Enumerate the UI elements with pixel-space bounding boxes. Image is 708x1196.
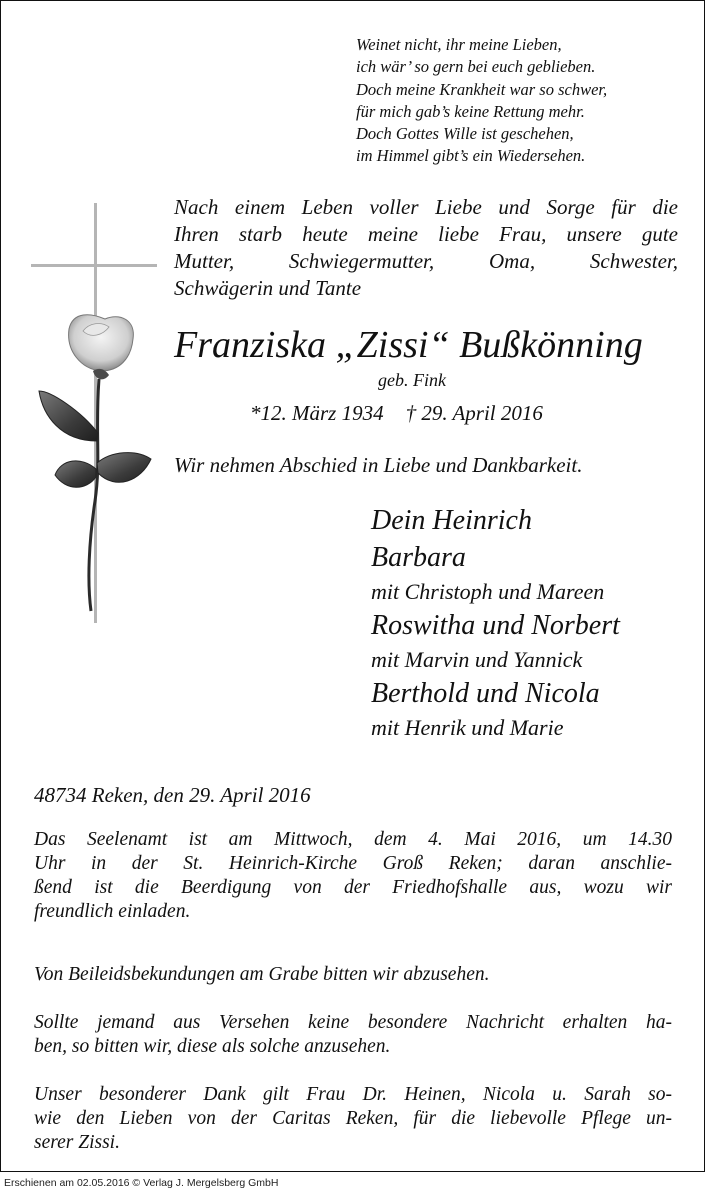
condolence-note (34, 963, 672, 987)
mourner-name: Berthold und Nicola (371, 678, 600, 709)
paragraph-line: wie den Lieben von der Caritas Reken, für die liebevolle Pflege un- (34, 1108, 672, 1129)
paragraph-line: ben, so bitten wir, diese als solche anzusehen. (34, 1036, 391, 1057)
mourner-name: Roswitha und Norbert (371, 610, 620, 641)
poem-line: Doch Gottes Wille ist geschehen, (356, 124, 574, 144)
mourners-list (371, 502, 620, 743)
thanks-note (34, 1083, 672, 1155)
intro-line: Nach einem Leben voller Liebe und Sorge für die (174, 195, 678, 219)
mourner-name: Barbara (371, 542, 466, 573)
poem (356, 34, 607, 168)
place-date: 48734 Reken, den 29. April 2016 (34, 783, 311, 807)
funeral-info (34, 828, 672, 924)
paragraph-line: freundlich einladen. (34, 901, 191, 922)
intro-line: Mutter, Schwiegermutter, Oma, Schwester, (174, 249, 678, 273)
farewell-line: Wir nehmen Abschied in Liebe und Dankbarkeit. (174, 453, 583, 477)
paragraph-line: Das Seelenamt ist am Mittwoch, dem 4. Mai 2016, um 14.30 (34, 829, 672, 850)
paragraph-line: Von Beileidsbekundungen am Grabe bitten wir abzusehen. (34, 964, 490, 985)
paragraph-line: Unser besonderer Dank gilt Frau Dr. Heinen, Nicola u. Sarah so- (34, 1084, 672, 1105)
birth-date: *12. März 1934 (250, 401, 384, 425)
paragraph-line: Sollte jemand aus Versehen keine besondere Nachricht erhalten ha- (34, 1012, 672, 1033)
intro-text (174, 194, 678, 302)
paragraph-line: ßend ist die Beerdigung von der Friedhofshalle aus, wozu wir (34, 877, 672, 898)
mourner-sub: mit Christoph und Mareen (371, 579, 605, 604)
poem-line: Weinet nicht, ihr meine Lieben, (356, 35, 562, 54)
mourner-sub: mit Marvin und Yannick (371, 647, 583, 672)
maiden-name: geb. Fink (378, 370, 446, 390)
intro-line: Schwägerin und Tante (174, 276, 362, 300)
notification-note (34, 1011, 672, 1059)
life-dates (250, 399, 543, 427)
paragraph-line: serer Zissi. (34, 1132, 120, 1153)
cross-and-rose-illustration (21, 201, 161, 631)
publication-footer: Erschienen am 02.05.2016 © Verlag J. Mergelsberg GmbH (4, 1177, 279, 1189)
deceased-name: Franziska „Zissi“ Bußkönning (174, 324, 643, 366)
intro-line: Ihren starb heute meine liebe Frau, unsere gute (174, 222, 678, 246)
poem-line: Doch meine Krankheit war so schwer, (356, 79, 608, 99)
poem-line: ich wär’ so gern bei euch geblieben. (356, 57, 596, 77)
poem-line: im Himmel gibt’s ein Wiedersehen. (356, 146, 586, 166)
mourner-name: Dein Heinrich (371, 505, 532, 536)
poem-line: für mich gab’s keine Rettung mehr. (356, 101, 585, 121)
mourner-sub: mit Henrik und Marie (371, 715, 564, 740)
paragraph-line: Uhr in der St. Heinrich-Kirche Groß Reken; daran anschlie- (34, 853, 672, 874)
death-date: † 29. April 2016 (405, 401, 543, 425)
